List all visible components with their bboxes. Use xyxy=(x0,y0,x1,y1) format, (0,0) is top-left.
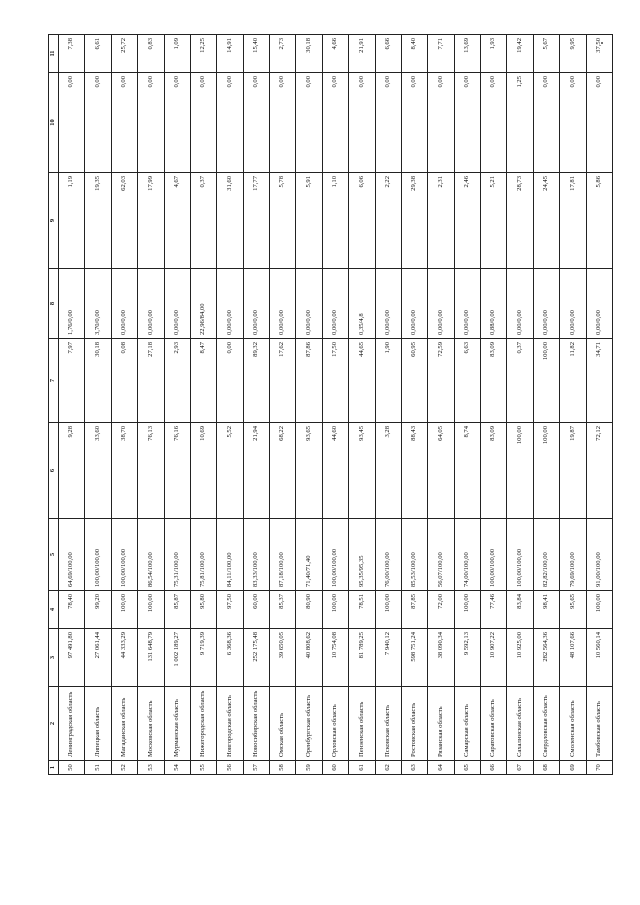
value-col-8: 0,00/0,00 xyxy=(560,269,586,339)
value-col-7: 100,00 xyxy=(533,339,559,423)
region-name: Рязанская область xyxy=(428,687,454,761)
region-name: Липецкая область xyxy=(85,687,111,761)
value-col-6: 83,09 xyxy=(481,423,507,519)
value-col-3: 10 925,00 xyxy=(507,629,533,687)
value-col-11: 12,25 xyxy=(190,35,216,73)
table-row xyxy=(481,35,507,775)
value-col-3: 27 061,44 xyxy=(85,629,111,687)
row-number: 52 xyxy=(111,761,137,775)
value-col-3: 7 940,12 xyxy=(375,629,401,687)
value-col-4: 99,20 xyxy=(85,591,111,629)
value-col-7: 44,65 xyxy=(349,339,375,423)
header-cell: 9 xyxy=(49,173,59,269)
value-col-11: 0,83 xyxy=(138,35,164,73)
value-col-8: 22,96/84,00 xyxy=(190,269,216,339)
value-col-7: 27,18 xyxy=(138,339,164,423)
value-col-7: 2,93 xyxy=(164,339,190,423)
region-name: Смоленская область xyxy=(560,687,586,761)
value-col-10: 0,00 xyxy=(401,73,427,173)
value-col-7: 0,08 xyxy=(111,339,137,423)
value-col-5: 95,35/95,35 xyxy=(349,519,375,591)
value-col-7: 83,09 xyxy=(481,339,507,423)
region-name: Новгородская область xyxy=(217,687,243,761)
value-col-4: 97,50 xyxy=(217,591,243,629)
table-row xyxy=(190,35,216,775)
value-col-3: 6 368,36 xyxy=(217,629,243,687)
value-col-9: 19,35 xyxy=(85,173,111,269)
row-number: 68 xyxy=(533,761,559,775)
value-col-11: 7,71 xyxy=(428,35,454,73)
value-col-5: 84,11/100,00 xyxy=(217,519,243,591)
value-col-6: 19,87 xyxy=(560,423,586,519)
value-col-9: 5,21 xyxy=(481,173,507,269)
table-row xyxy=(349,35,375,775)
value-col-5: 71,40/71,40 xyxy=(296,519,322,591)
value-col-6: 5,52 xyxy=(217,423,243,519)
value-col-5: 100,00/100,00 xyxy=(85,519,111,591)
value-col-3: 9 592,13 xyxy=(454,629,480,687)
value-col-7: 30,18 xyxy=(85,339,111,423)
value-col-9: 17,81 xyxy=(560,173,586,269)
value-col-4: 95,65 xyxy=(560,591,586,629)
value-col-11: 15,40 xyxy=(243,35,269,73)
value-col-6: 72,12 xyxy=(586,423,613,519)
row-number: 63 xyxy=(401,761,427,775)
value-col-8: 0,00/0,00 xyxy=(296,269,322,339)
value-col-6: 3,28 xyxy=(375,423,401,519)
region-name: Нижегородская область xyxy=(190,687,216,761)
row-number: 69 xyxy=(560,761,586,775)
value-col-8: 0,00/0,00 xyxy=(428,269,454,339)
data-table xyxy=(48,34,613,775)
table-row xyxy=(85,35,111,775)
value-col-8: 0,00/0,00 xyxy=(138,269,164,339)
table-row xyxy=(454,35,480,775)
header-cell: 2 xyxy=(49,687,59,761)
value-col-11: 19,42 xyxy=(507,35,533,73)
value-col-6: 21,94 xyxy=(243,423,269,519)
value-col-5: 91,00/100,00 xyxy=(586,519,613,591)
row-number: 59 xyxy=(296,761,322,775)
value-col-10: 0,00 xyxy=(59,73,85,173)
value-col-10: 1,25 xyxy=(507,73,533,173)
value-col-6: 44,60 xyxy=(322,423,348,519)
value-col-8: 0,00/0,00 xyxy=(586,269,613,339)
table-row xyxy=(533,35,559,775)
value-col-11: 2,73 xyxy=(270,35,296,73)
value-col-6: 10,69 xyxy=(190,423,216,519)
value-col-4: 85,87 xyxy=(164,591,190,629)
value-col-5: 87,18/100,00 xyxy=(270,519,296,591)
value-col-9: 0,37 xyxy=(190,173,216,269)
value-col-10: 0,00 xyxy=(243,73,269,173)
value-col-5: 86,54/100,00 xyxy=(138,519,164,591)
row-number: 54 xyxy=(164,761,190,775)
row-number: 60 xyxy=(322,761,348,775)
value-col-5: 83,33/100,00 xyxy=(243,519,269,591)
value-col-3: 9 719,39 xyxy=(190,629,216,687)
value-col-3: 39 650,05 xyxy=(270,629,296,687)
value-col-5: 76,00/100,00 xyxy=(375,519,401,591)
value-col-4: 95,80 xyxy=(190,591,216,629)
value-col-11: 13,69 xyxy=(454,35,480,73)
value-col-8: 0,00/0,00 xyxy=(270,269,296,339)
table-row xyxy=(59,35,85,775)
value-col-7: 7,97 xyxy=(59,339,85,423)
value-col-9: 28,73 xyxy=(507,173,533,269)
value-col-4: 100,00 xyxy=(454,591,480,629)
table-row xyxy=(217,35,243,775)
row-number: 58 xyxy=(270,761,296,775)
value-col-5: 100,00/100,00 xyxy=(481,519,507,591)
row-number: 55 xyxy=(190,761,216,775)
region-name: Мурманская область xyxy=(164,687,190,761)
value-col-10: 0,00 xyxy=(190,73,216,173)
value-col-9: 2,22 xyxy=(375,173,401,269)
value-col-10: 0,00 xyxy=(296,73,322,173)
value-col-11: 7,38 xyxy=(59,35,85,73)
header-cell: 8 xyxy=(49,269,59,339)
header-cell: 4 xyxy=(49,591,59,629)
value-col-5: 100,00/100,00 xyxy=(322,519,348,591)
value-col-4: 100,00 xyxy=(138,591,164,629)
row-number: 50 xyxy=(59,761,85,775)
value-col-10: 0,00 xyxy=(349,73,375,173)
value-col-7: 11,82 xyxy=(560,339,586,423)
value-col-7: 34,71 xyxy=(586,339,613,423)
value-col-8: 0,00/0,00 xyxy=(164,269,190,339)
region-name: Сахалинская область xyxy=(507,687,533,761)
region-name: Магаданская область xyxy=(111,687,137,761)
value-col-11: 6,61 xyxy=(85,35,111,73)
value-col-11: 37,50 xyxy=(586,35,613,73)
value-col-4: 100,00 xyxy=(586,591,613,629)
value-col-3: 38 090,34 xyxy=(428,629,454,687)
region-name: Орловская область xyxy=(322,687,348,761)
row-number: 57 xyxy=(243,761,269,775)
value-col-6: 100,00 xyxy=(507,423,533,519)
value-col-5: 56,07/100,00 xyxy=(428,519,454,591)
value-col-4: 100,00 xyxy=(322,591,348,629)
value-col-11: 1,93 xyxy=(481,35,507,73)
value-col-8: 1,76/0,00 xyxy=(59,269,85,339)
region-name: Саратовская область xyxy=(481,687,507,761)
value-col-7: 0,00 xyxy=(217,339,243,423)
value-col-3: 48 107,66 xyxy=(560,629,586,687)
row-number: 64 xyxy=(428,761,454,775)
region-name: Свердловская область xyxy=(533,687,559,761)
region-name: Новосибирская область xyxy=(243,687,269,761)
value-col-7: 89,32 xyxy=(243,339,269,423)
value-col-8: 0,00/0,00 xyxy=(217,269,243,339)
value-col-10: 0,00 xyxy=(586,73,613,173)
value-col-3: 10 907,22 xyxy=(481,629,507,687)
value-col-6: 76,13 xyxy=(138,423,164,519)
value-col-9: 29,38 xyxy=(401,173,427,269)
value-col-7: 0,37 xyxy=(507,339,533,423)
value-col-8: 0,00/0,00 xyxy=(111,269,137,339)
value-col-6: 88,43 xyxy=(401,423,427,519)
value-col-9: 5,86 xyxy=(586,173,613,269)
table-body xyxy=(59,35,613,775)
region-name: Ростовская область xyxy=(401,687,427,761)
header-cell: 1 xyxy=(49,761,59,775)
value-col-9: 17,99 xyxy=(138,173,164,269)
value-col-10: 0,00 xyxy=(375,73,401,173)
value-col-9: 1,10 xyxy=(322,173,348,269)
value-col-4: 100,00 xyxy=(111,591,137,629)
value-col-10: 0,00 xyxy=(533,73,559,173)
value-col-10: 0,00 xyxy=(322,73,348,173)
value-col-5: 100,00/100,00 xyxy=(507,519,533,591)
value-col-10: 0,00 xyxy=(217,73,243,173)
region-name: Самарская область xyxy=(454,687,480,761)
value-col-7: 6,63 xyxy=(454,339,480,423)
value-col-6: 64,05 xyxy=(428,423,454,519)
value-col-9: 2,31 xyxy=(428,173,454,269)
value-col-5: 82,82/100,00 xyxy=(533,519,559,591)
value-col-3: 81 789,25 xyxy=(349,629,375,687)
value-col-6: 93,65 xyxy=(296,423,322,519)
value-col-8: 0,00/0,00 xyxy=(507,269,533,339)
row-number: 67 xyxy=(507,761,533,775)
region-name: Омская область xyxy=(270,687,296,761)
table-row xyxy=(375,35,401,775)
region-name: Московская область xyxy=(138,687,164,761)
value-col-7: 17,50 xyxy=(322,339,348,423)
value-col-3: 282 564,36 xyxy=(533,629,559,687)
header-cell: 5 xyxy=(49,519,59,591)
value-col-8: 0,35/4,8 xyxy=(349,269,375,339)
row-number: 61 xyxy=(349,761,375,775)
value-col-11: 6,66 xyxy=(375,35,401,73)
table-row xyxy=(111,35,137,775)
region-name: Тамбовская область xyxy=(586,687,613,761)
value-col-5: 100,00/100,00 xyxy=(111,519,137,591)
value-col-11: 21,91 xyxy=(349,35,375,73)
value-col-7: 72,59 xyxy=(428,339,454,423)
value-col-3: 44 333,29 xyxy=(111,629,137,687)
value-col-11: 25,72 xyxy=(111,35,137,73)
value-col-9: 1,19 xyxy=(59,173,85,269)
header-cell: 3 xyxy=(49,629,59,687)
table-row xyxy=(322,35,348,775)
value-col-9: 2,46 xyxy=(454,173,480,269)
value-col-11: 8,40 xyxy=(401,35,427,73)
value-col-11: 14,91 xyxy=(217,35,243,73)
value-col-4: 72,00 xyxy=(428,591,454,629)
value-col-6: 76,16 xyxy=(164,423,190,519)
value-col-10: 0,00 xyxy=(85,73,111,173)
value-col-8: 0,88/0,00 xyxy=(481,269,507,339)
table-row xyxy=(560,35,586,775)
value-col-7: 17,62 xyxy=(270,339,296,423)
value-col-4: 60,00 xyxy=(243,591,269,629)
value-col-6: 33,60 xyxy=(85,423,111,519)
value-col-5: 64,69/100,00 xyxy=(59,519,85,591)
value-col-3: 10 560,14 xyxy=(586,629,613,687)
row-number: 56 xyxy=(217,761,243,775)
value-col-4: 77,46 xyxy=(481,591,507,629)
value-col-4: 85,37 xyxy=(270,591,296,629)
value-col-3: 598 751,24 xyxy=(401,629,427,687)
value-col-10: 0,00 xyxy=(164,73,190,173)
value-col-4: 98,41 xyxy=(533,591,559,629)
value-col-9: 5,91 xyxy=(296,173,322,269)
value-col-10: 0,00 xyxy=(138,73,164,173)
value-col-9: 31,60 xyxy=(217,173,243,269)
value-col-8: 3,70/0,00 xyxy=(85,269,111,339)
value-col-5: 74,00/100,00 xyxy=(454,519,480,591)
value-col-9: 62,03 xyxy=(111,173,137,269)
value-col-9: 17,77 xyxy=(243,173,269,269)
value-col-3: 131 648,79 xyxy=(138,629,164,687)
value-col-8: 0,00/0,00 xyxy=(454,269,480,339)
value-col-4: 80,90 xyxy=(296,591,322,629)
row-number: 66 xyxy=(481,761,507,775)
region-name: Псковская область xyxy=(375,687,401,761)
value-col-3: 1 002 189,27 xyxy=(164,629,190,687)
value-col-10: 0,00 xyxy=(270,73,296,173)
row-number: 70 xyxy=(586,761,613,775)
row-number: 51 xyxy=(85,761,111,775)
value-col-8: 0,00/0,00 xyxy=(375,269,401,339)
table-row xyxy=(243,35,269,775)
row-number: 53 xyxy=(138,761,164,775)
value-col-11: 30,18 xyxy=(296,35,322,73)
rotated-page xyxy=(48,35,613,775)
value-col-11: 5,67 xyxy=(533,35,559,73)
value-col-3: 40 808,62 xyxy=(296,629,322,687)
value-col-4: 78,40 xyxy=(59,591,85,629)
value-col-7: 60,95 xyxy=(401,339,427,423)
value-col-9: 5,78 xyxy=(270,173,296,269)
value-col-9: 24,45 xyxy=(533,173,559,269)
value-col-9: 4,67 xyxy=(164,173,190,269)
table-row xyxy=(270,35,296,775)
value-col-8: 0,00/0,00 xyxy=(322,269,348,339)
value-col-5: 75,31/100,00 xyxy=(164,519,190,591)
value-col-4: 78,51 xyxy=(349,591,375,629)
value-col-3: 252 175,48 xyxy=(243,629,269,687)
value-col-6: 9,28 xyxy=(59,423,85,519)
value-col-4: 83,84 xyxy=(507,591,533,629)
row-number: 62 xyxy=(375,761,401,775)
value-col-7: 87,86 xyxy=(296,339,322,423)
value-col-10: 0,00 xyxy=(454,73,480,173)
value-col-7: 1,90 xyxy=(375,339,401,423)
header-cell: 7 xyxy=(49,339,59,423)
value-col-9: 6,06 xyxy=(349,173,375,269)
row-number: 65 xyxy=(454,761,480,775)
table-row xyxy=(401,35,427,775)
value-col-6: 38,70 xyxy=(111,423,137,519)
value-col-8: 0,00/0,00 xyxy=(243,269,269,339)
value-col-10: 0,00 xyxy=(111,73,137,173)
value-col-6: 100,00 xyxy=(533,423,559,519)
value-col-6: 68,22 xyxy=(270,423,296,519)
header-row xyxy=(49,35,59,775)
value-col-11: 1,09 xyxy=(164,35,190,73)
value-col-10: 0,00 xyxy=(481,73,507,173)
header-cell: 6 xyxy=(49,423,59,519)
value-col-4: 100,00 xyxy=(375,591,401,629)
header-cell: 11 xyxy=(49,35,59,73)
table-row xyxy=(586,35,613,775)
table-row xyxy=(507,35,533,775)
value-col-10: 0,00 xyxy=(560,73,586,173)
value-col-3: 10 754,08 xyxy=(322,629,348,687)
value-col-8: 0,00/0,00 xyxy=(533,269,559,339)
table-row xyxy=(164,35,190,775)
table-row xyxy=(138,35,164,775)
value-col-8: 0,00/0,00 xyxy=(401,269,427,339)
value-col-10: 0,00 xyxy=(428,73,454,173)
value-col-7: 8,47 xyxy=(190,339,216,423)
value-col-6: 8,74 xyxy=(454,423,480,519)
region-name: Ленинградская область xyxy=(59,687,85,761)
region-name: Оренбургская область xyxy=(296,687,322,761)
value-col-3: 97 491,80 xyxy=(59,629,85,687)
value-col-11: 4,66 xyxy=(322,35,348,73)
value-col-5: 79,69/100,00 xyxy=(560,519,586,591)
value-col-5: 75,81/100,00 xyxy=(190,519,216,591)
table-row xyxy=(296,35,322,775)
value-col-6: 93,45 xyxy=(349,423,375,519)
value-col-11: 9,95 xyxy=(560,35,586,73)
value-col-5: 85,53/100,00 xyxy=(401,519,427,591)
value-col-4: 87,85 xyxy=(401,591,427,629)
region-name: Пензенская область xyxy=(349,687,375,761)
header-cell: 10 xyxy=(49,73,59,173)
table-row xyxy=(428,35,454,775)
